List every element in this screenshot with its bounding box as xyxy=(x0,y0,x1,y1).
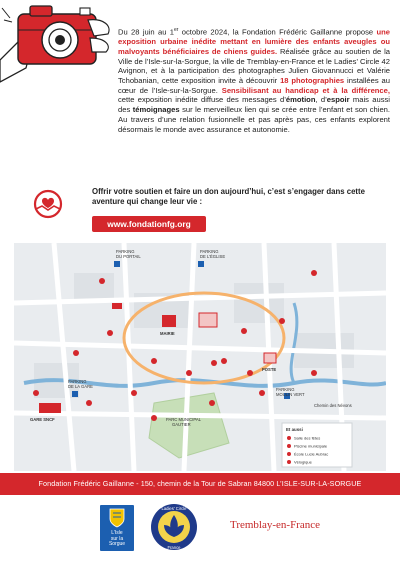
intro-bold: espoir xyxy=(326,95,350,105)
legend-item: Salle des fêtes xyxy=(294,435,321,441)
heart-hands-icon xyxy=(28,189,76,219)
city-map xyxy=(14,243,386,471)
intro-text: , d’ xyxy=(315,95,327,105)
map-label-chemin: Chemin des Névons xyxy=(314,403,352,408)
intro-text: Du 28 juin au 1 xyxy=(118,27,174,37)
map-legend xyxy=(282,423,352,467)
intro-highlight: Sensibilisant au handicap et à la différence, xyxy=(221,85,390,95)
legend-item: Piscine municipale xyxy=(294,443,328,449)
ladies-circle-logo xyxy=(150,500,198,554)
map-label-poste: POSTE xyxy=(262,367,277,372)
map-label-parc: PARC MUNICIPAL GAUTIER xyxy=(166,417,201,427)
intro-text: installées au cœur de l’Isle-sur-la-Sorgue. xyxy=(118,76,391,95)
intro-sup: er xyxy=(173,27,179,33)
intro-text: cette exposition inédite diffuse des messages d’ xyxy=(118,95,286,105)
support-message: Offrir votre soutien et faire un don aujourd’hui, c’est s’engager dans cette aventure qui change leur vie : xyxy=(92,187,365,206)
gare-building xyxy=(39,403,61,413)
map-label-mairie: MAIRIE xyxy=(160,331,175,336)
intro-bold: émotion xyxy=(285,95,316,105)
mairie-building xyxy=(162,315,176,327)
map-label-gare: GARE SNCF xyxy=(30,417,55,422)
isle-logo-text: L’Isle xyxy=(111,530,123,537)
isle-logo-text: Sorgue xyxy=(108,541,126,548)
map-label-parking-moulin: PARKING MOULIN VERT xyxy=(276,387,305,397)
partner-logos xyxy=(0,495,400,567)
intro-text: sur le merveilleux lien qui se crée entre l’enfant et son chien. Au travers d’une relation fusionnelle et pas après pas, ces enfants explorent désormais le monde avec assurance et autonomie. xyxy=(118,105,391,134)
donation-link[interactable]: www.fondationfg.org xyxy=(92,216,206,232)
intro-highlight: 18 photographies xyxy=(280,76,345,86)
isle-crest-icon xyxy=(100,505,134,529)
isle-logo-text: sur la xyxy=(110,535,124,542)
camera-illustration xyxy=(0,0,118,92)
intro-bold: témoignages xyxy=(132,105,180,115)
legend-title: Et aussi xyxy=(286,427,303,432)
legend-item: Vélogique xyxy=(294,459,312,465)
map-label-parking-eglise: PARKING DE L’ÉGLISE xyxy=(200,249,226,259)
intro-text: octobre 2024, la Fondation Frédéric Gaillanne propose xyxy=(178,27,377,37)
map-label-parking-portail: PARKING DU PORTAIL xyxy=(116,249,141,259)
intro-text: mais aussi des xyxy=(118,95,390,115)
isle-sur-la-sorgue-logo xyxy=(100,505,134,551)
intro-text: Réalisée grâce au soutien de la Ville de l’Isle-sur-la-Sorgue, la ville de Tremblay-en-France et le Ladies’ Circle 42 Avignon, et à la participation des photographes Julien Giovannucci et Valérie Tchobanian, cette exposition invite à découvrir xyxy=(118,46,390,86)
ladies-logo-text: Ladies’ Circle xyxy=(161,506,187,511)
intro-paragraph xyxy=(118,26,390,134)
legend-item: École Lucie Aubrac xyxy=(294,451,329,457)
ladies-logo-text: France xyxy=(167,545,181,550)
footer-address: Fondation Frédéric Gaillanne - 150, chemin de la Tour de Sabran 84800 L’ISLE-SUR-LA-SORGUE xyxy=(0,473,400,495)
poste-building xyxy=(264,353,276,363)
support-section xyxy=(28,187,390,239)
tremblay-en-france-logo: Tremblay-en-France xyxy=(229,519,320,531)
map-label-parking-gare: PARKING DE LA GARE xyxy=(68,379,93,389)
intro-highlight: une exposition urbaine inédite mettant en lumière des enfants aveugles ou malvoyants bénéficiaires de chiens guides. xyxy=(118,27,390,56)
